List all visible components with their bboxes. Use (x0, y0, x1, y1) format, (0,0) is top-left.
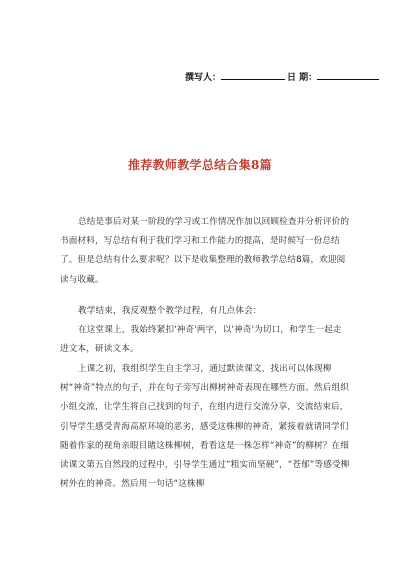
paragraph-intro-text: 总结是事后对某一阶段的学习或工作情况作加以回顾检查并分析评价的书面材料，写总结有利于我们学习和工作能力的提高，是时候写一份总结了。但是总结有什么要求呢？以下是收集整理的教师教学总结8篇，欢迎阅读与收藏。 (60, 217, 350, 285)
author-label: 撰写人： (185, 73, 222, 83)
paragraph-reflection (60, 302, 350, 321)
document-title: 推荐教师教学总结合集8篇 (128, 158, 272, 172)
paragraph-focus (60, 321, 350, 359)
author-date-line (185, 70, 379, 83)
date-label: 日 期： (287, 73, 318, 83)
paragraph-focus-text: 在这堂课上，我始终紧扣'神奇'两字，以'神奇'为切口，和学生一起走进文本，研读文本。 (60, 325, 342, 355)
paragraph-lesson (60, 360, 350, 494)
author-blank (221, 70, 285, 80)
date-blank (317, 70, 379, 80)
paragraph-reflection-text: 教学结束，我反观整个教学过程，有几点体会： (78, 306, 262, 316)
paragraph-lesson-text: 上课之初，我组织学生自主学习，通过默读课文，找出可以体现柳树“神奇”特点的句子，并在句子旁写出柳树神奇表现在哪些方面。然后组织小组交流，让学生将自己找到的句子，在组内进行交流分享，交流结束后，引导学生感受青海高原环境的恶劣，感受这株柳的神奇，紧接着就请同学们随着作家的视角亲眼目睹这株柳树，看看这是一株怎样“神奇”的柳树？在细读课文第五自然段的过程中，引导学生通过“粗实而坚硬”，“苍郁”等感受柳树外在的神奇。然后用一句话“这株柳 (60, 364, 350, 490)
paragraph-intro (60, 213, 350, 290)
